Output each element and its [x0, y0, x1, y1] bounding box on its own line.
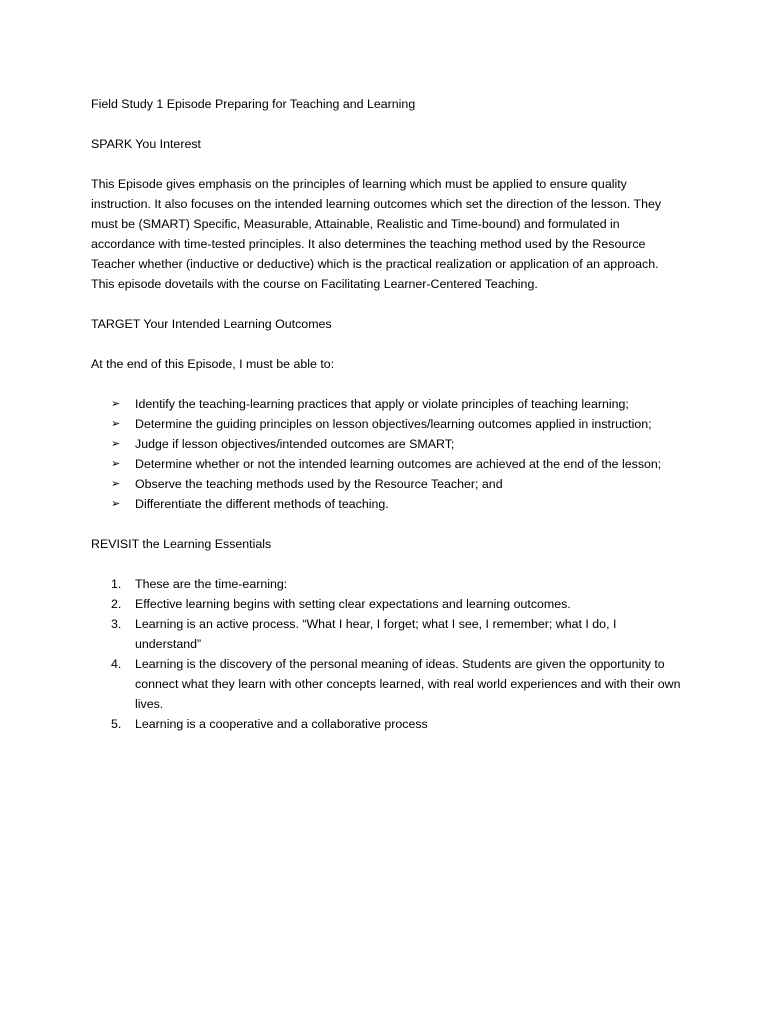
outcome-text: Differentiate the different methods of teaching.: [135, 497, 389, 511]
essential-item: [91, 594, 681, 614]
item-number: 3.: [111, 617, 122, 631]
item-number: 4.: [111, 657, 122, 671]
outcome-text: Judge if lesson objectives/intended outcomes are SMART;: [135, 437, 455, 451]
target-heading: TARGET Your Intended Learning Outcomes: [91, 317, 332, 331]
outcome-item: [91, 494, 681, 514]
item-number: 1.: [111, 577, 122, 591]
essential-text: Learning is an active process. “What I hear, I forget; what I see, I remember; what I do, I understand”: [135, 617, 617, 651]
arrow-bullet-icon: ➢: [111, 477, 121, 490]
item-number: 2.: [111, 597, 122, 611]
arrow-bullet-icon: ➢: [111, 397, 121, 410]
outcome-text: Observe the teaching methods used by the Resource Teacher; and: [135, 477, 503, 491]
intro-paragraph: This Episode gives emphasis on the principles of learning which must be applied to ensure quality instruction. It also focuses on the intended learning outcomes which set the direction of the lesson. They must be (SMART) Specific, Measurable, Attainable, Realistic and Time-bound) and formulated in accordance with time-tested principles. It also determines the teaching method used by the Resource Teacher whether (inductive or deductive) which is the practical realization or application of an approach. This episode dovetails with the course on Facilitating Learner-Centered Teaching.: [91, 177, 662, 291]
essential-text: Learning is the discovery of the personal meaning of ideas. Students are given the opportunity to connect what they learn with other concepts learned, with real world experiences and with their own lives.: [135, 657, 681, 711]
arrow-bullet-icon: ➢: [111, 457, 121, 470]
essential-text: These are the time-earning:: [135, 577, 288, 591]
document-page: [91, 94, 681, 734]
document-title: Field Study 1 Episode Preparing for Teaching and Learning: [91, 97, 416, 111]
outcome-text: Identify the teaching-learning practices that apply or violate principles of teaching learning;: [135, 397, 629, 411]
target-intro: At the end of this Episode, I must be able to:: [91, 357, 335, 371]
outcome-item: [91, 394, 681, 414]
essentials-list: [91, 574, 681, 734]
spark-heading: SPARK You Interest: [91, 137, 201, 151]
essential-text: Learning is a cooperative and a collaborative process: [135, 717, 428, 731]
essential-text: Effective learning begins with setting clear expectations and learning outcomes.: [135, 597, 571, 611]
outcome-item: [91, 434, 681, 454]
item-number: 5.: [111, 717, 122, 731]
outcome-item: [91, 474, 681, 494]
arrow-bullet-icon: ➢: [111, 437, 121, 450]
outcome-item: [91, 454, 681, 474]
outcomes-list: [91, 394, 681, 514]
revisit-heading: REVISIT the Learning Essentials: [91, 537, 272, 551]
essential-item: [91, 714, 681, 734]
essential-item: [91, 574, 681, 594]
arrow-bullet-icon: ➢: [111, 497, 121, 510]
outcome-text: Determine the guiding principles on lesson objectives/learning outcomes applied in instruction;: [135, 417, 652, 431]
arrow-bullet-icon: ➢: [111, 417, 121, 430]
outcome-item: [91, 414, 681, 434]
essential-item: [91, 654, 681, 714]
outcome-text: Determine whether or not the intended learning outcomes are achieved at the end of the lesson;: [135, 457, 662, 471]
essential-item: [91, 614, 681, 654]
